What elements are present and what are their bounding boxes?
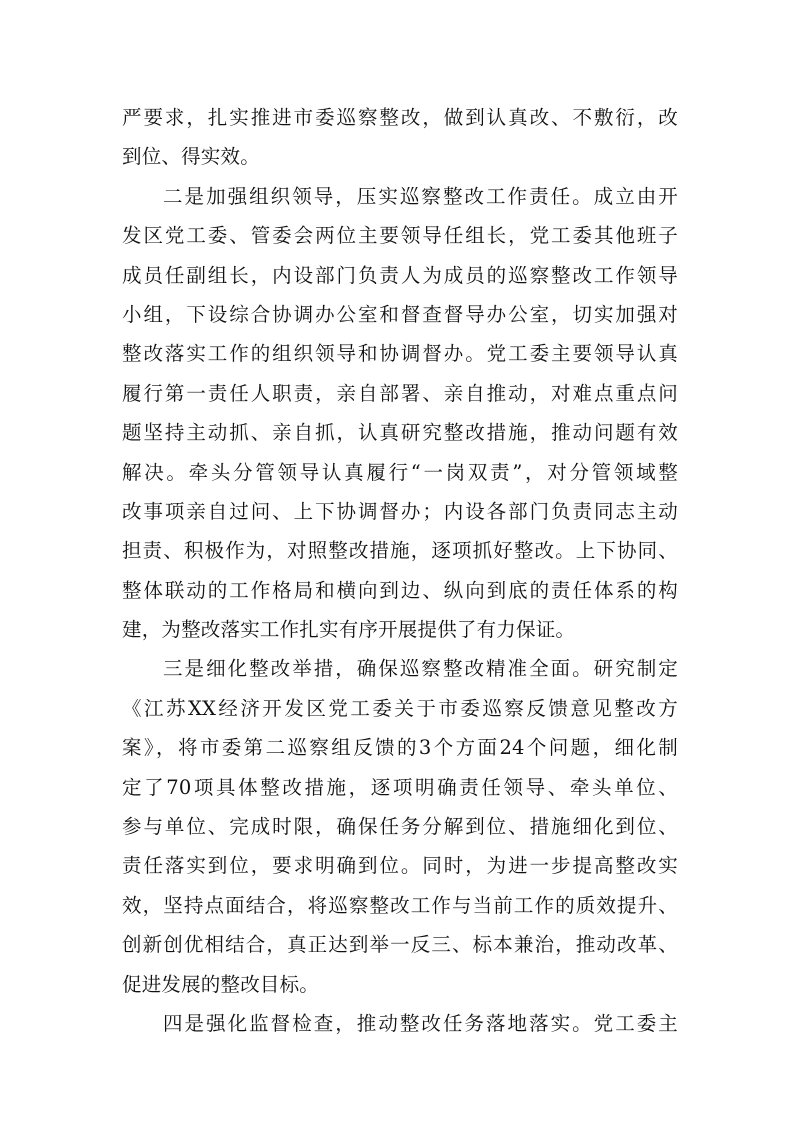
text-line: 成员任副组长，内设部门负责人为成员的巡察整改工作领导 (122, 263, 678, 287)
text-line: 发区党工委、管委会两位主要领导任组长，党工委其他班子 (122, 224, 678, 248)
text-line: 整体联动的工作格局和横向到边、纵向到底的责任体系的构 (122, 578, 678, 602)
text-line: 责任落实到位，要求明确到位。同时，为进一步提高整改实 (122, 854, 678, 878)
text-line: 建，为整改落实工作扎实有序开展提供了有力保证。 (122, 618, 576, 642)
paragraph-start-line: 四是强化监督检查，推动整改任务落地落实。党工委主 (163, 1011, 678, 1035)
text-line: 促进发展的整改目标。 (122, 972, 320, 996)
body-text (122, 98, 678, 1043)
text-line: 题坚持主动抓、亲自抓，认真研究整改措施，推动问题有效 (122, 421, 678, 445)
text-line: 履行第一责任人职责，亲自部署、亲自推动，对难点重点问 (122, 381, 678, 405)
text-line: 改事项亲自过问、上下协调督办；内设各部门负责同志主动 (122, 499, 678, 523)
text-line: 严要求，扎实推进市委巡察整改，做到认真改、不敷衍，改 (122, 106, 678, 129)
text-line: 《江苏XX经济开发区党工委关于市委巡察反馈意见整改方 (122, 696, 678, 720)
text-line: 担责、积极作为，对照整改措施，逐项抓好整改。上下协同、 (122, 539, 678, 563)
text-line: 整改落实工作的组织领导和协调督办。党工委主要领导认真 (122, 342, 678, 366)
text-line: 解决。牵头分管领导认真履行“一岗双责”，对分管领域整 (122, 460, 678, 484)
text-line: 创新创优相结合，真正达到举一反三、标本兼治，推动改革、 (122, 933, 678, 957)
text-line: 小组，下设综合协调办公室和督查督导办公室，切实加强对 (122, 302, 678, 326)
text-line: 定了70项具体整改措施，逐项明确责任领导、牵头单位、 (122, 775, 678, 799)
text-line: 案》，将市委第二巡察组反馈的3个方面24个问题，细化制 (122, 736, 678, 760)
paragraph-start-line: 三是细化整改举措，确保巡察整改精准全面。研究制定 (163, 657, 678, 681)
text-line: 到位、得实效。 (122, 145, 260, 169)
paragraph-start-line: 二是加强组织领导，压实巡察整改工作责任。成立由开 (163, 184, 678, 208)
text-line: 参与单位、完成时限，确保任务分解到位、措施细化到位、 (122, 815, 678, 839)
text-line: 效，坚持点面结合，将巡察整改工作与当前工作的质效提升、 (122, 893, 678, 917)
